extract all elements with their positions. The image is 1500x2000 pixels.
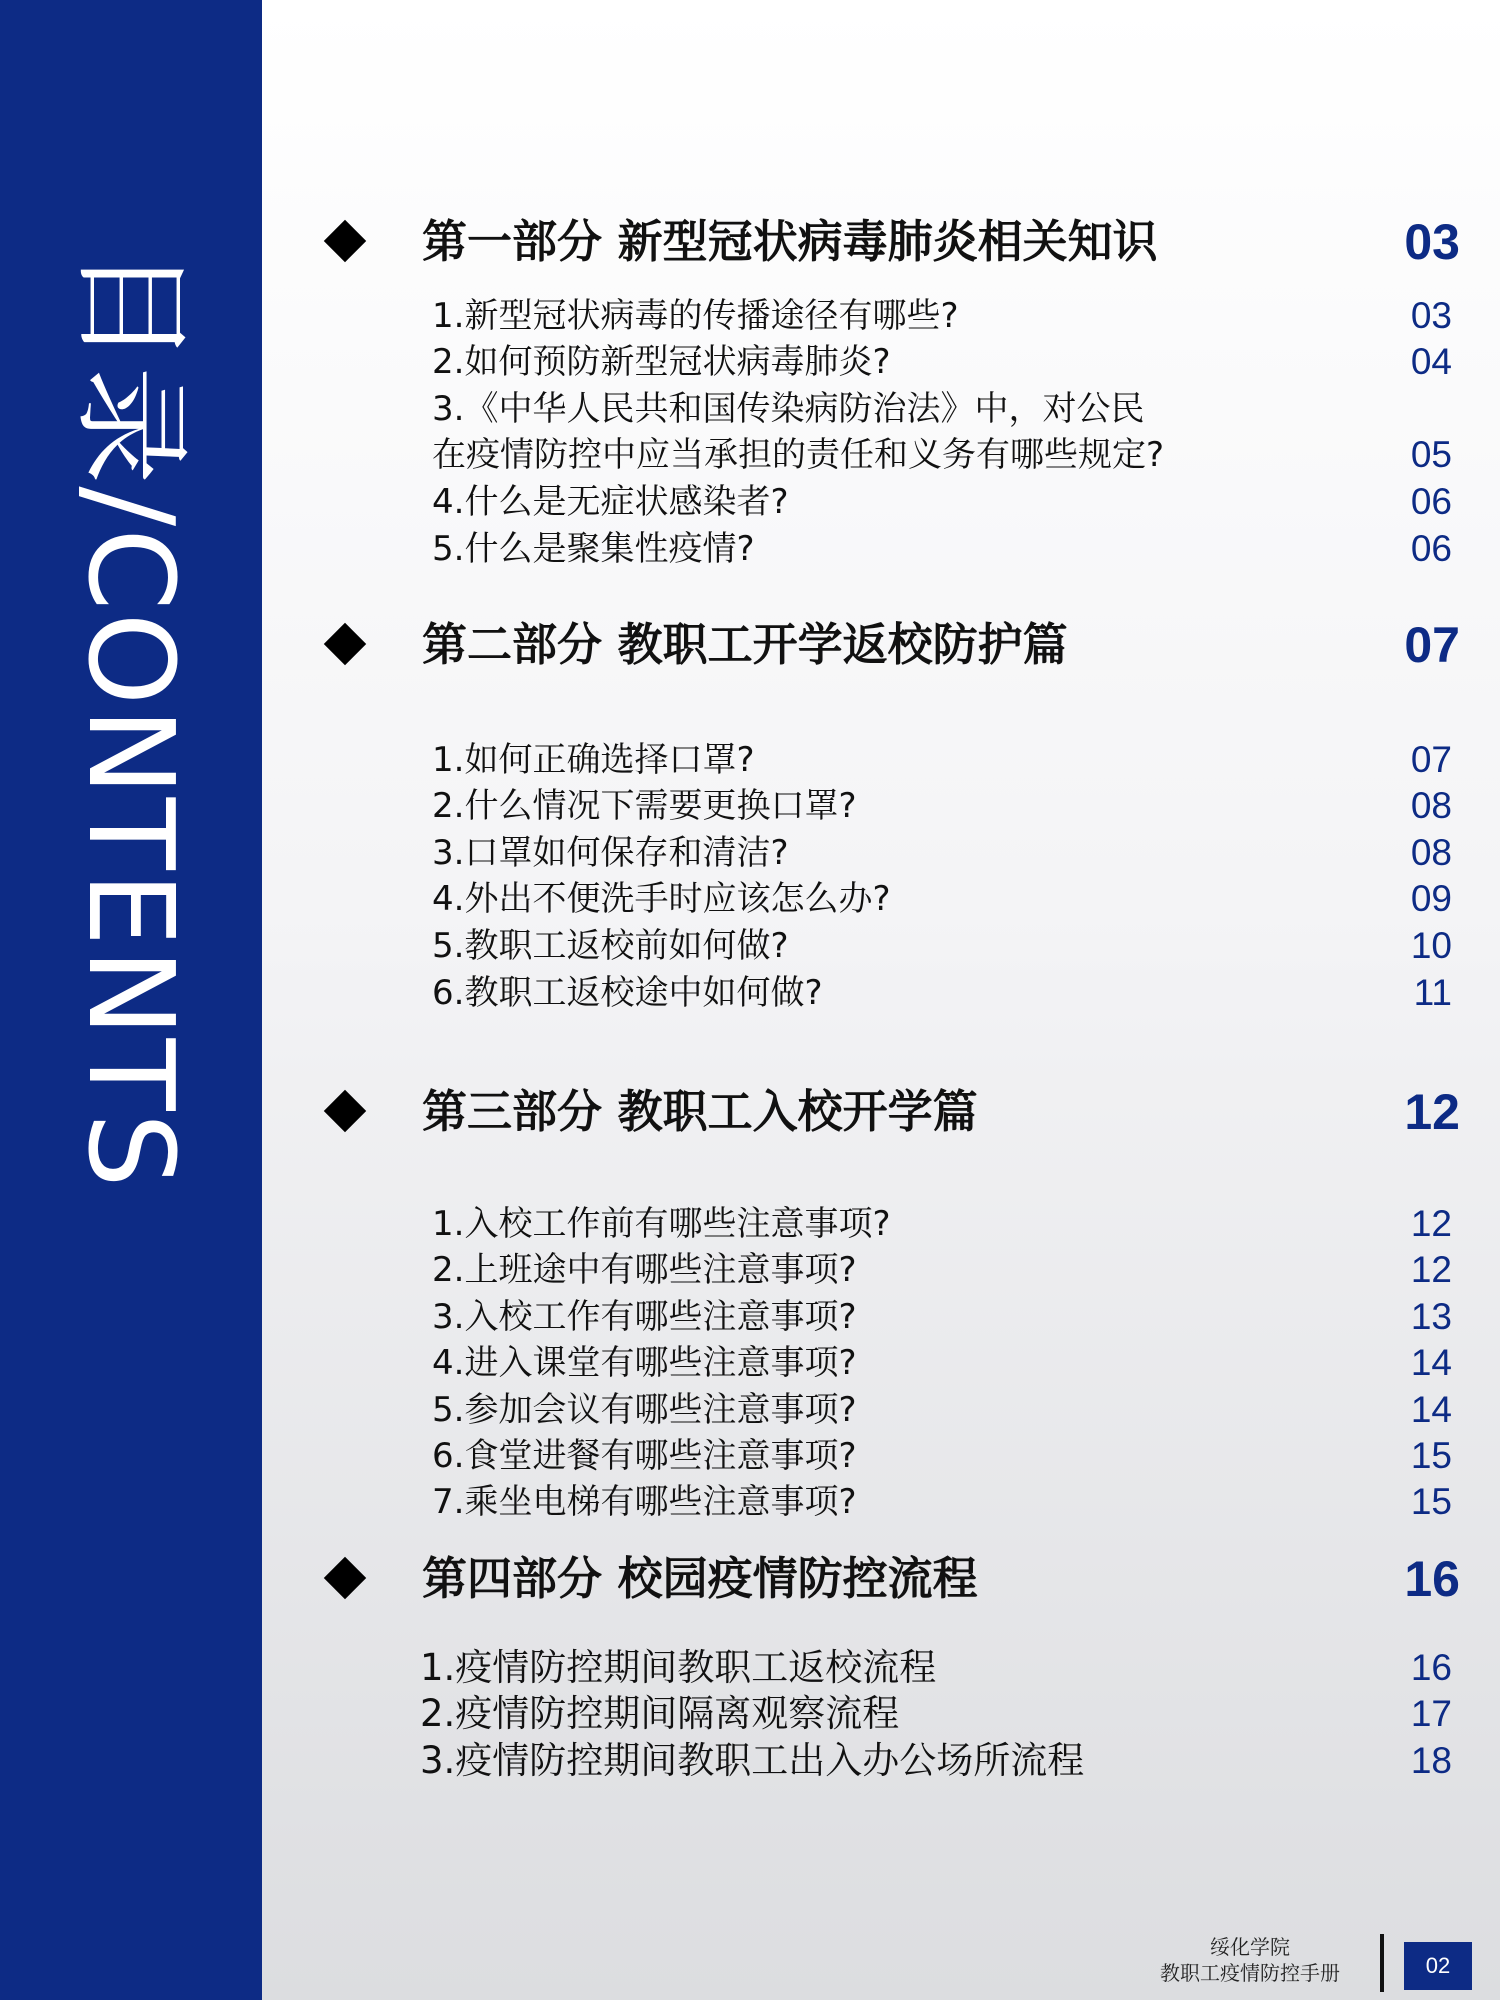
toc-entry-page: 14 [1410, 1389, 1452, 1430]
diamond-bullet-icon [324, 623, 366, 665]
toc-entry[interactable] [432, 1201, 1452, 1247]
toc-entry-title: 2.如何预防新型冠状病毒肺炎? [432, 342, 891, 382]
toc-entry-page: 15 [1410, 1481, 1452, 1522]
toc-entry[interactable] [432, 1387, 1452, 1433]
toc-entry-title: 6.食堂进餐有哪些注意事项? [432, 1436, 857, 1476]
toc-entry-title: 1.如何正确选择口罩? [432, 740, 755, 780]
toc-entry[interactable] [432, 830, 1452, 876]
toc-entry[interactable] [420, 1738, 1452, 1784]
toc-entry-title: 4.外出不便洗手时应该怎么办? [432, 879, 891, 919]
toc-entry-title: 1.入校工作前有哪些注意事项? [432, 1204, 891, 1244]
toc-entry[interactable] [432, 737, 1452, 783]
toc-entry-title: 2.疫情防控期间隔离观察流程 [420, 1692, 900, 1735]
toc-entry-page: 08 [1410, 832, 1452, 873]
side-title: 目录/CONTENTS [62, 246, 200, 1190]
toc-entry-page: 08 [1410, 785, 1452, 826]
page-number-badge: 02 [1404, 1942, 1472, 1990]
toc-entry-page: 04 [1410, 341, 1452, 382]
toc-entry-page: 09 [1410, 878, 1452, 919]
toc-entry[interactable] [432, 783, 1452, 829]
toc-entry-title: 7.乘坐电梯有哪些注意事项? [432, 1482, 857, 1522]
toc-entry[interactable] [432, 1294, 1452, 1340]
diamond-bullet-icon [324, 1090, 366, 1132]
toc-entry-page: 18 [1410, 1740, 1452, 1781]
section-title: 第一部分 新型冠状病毒肺炎相关知识 [422, 215, 1158, 268]
toc-entry-page: 12 [1410, 1249, 1452, 1290]
footer-school: 绥化学院 [1210, 1935, 1290, 1959]
toc-entry[interactable] [432, 1479, 1452, 1525]
toc-entry-title: 4.进入课堂有哪些注意事项? [432, 1343, 857, 1383]
toc-entry[interactable] [432, 526, 1452, 572]
toc-entry-page: 06 [1410, 528, 1452, 569]
diamond-bullet-icon [324, 1557, 366, 1599]
toc-entry-title: 4.什么是无症状感染者? [432, 482, 789, 522]
toc-entry[interactable] [432, 970, 1452, 1016]
toc-entry-page: 05 [1410, 434, 1452, 475]
toc-entry[interactable] [432, 293, 1452, 339]
toc-entry[interactable] [432, 1340, 1452, 1386]
footer-text [1120, 1934, 1380, 1986]
toc-entry[interactable] [432, 876, 1452, 922]
section-heading-2[interactable] [330, 615, 1460, 681]
section-page-number: 12 [1404, 1084, 1460, 1140]
toc-entry-page: 12 [1410, 1203, 1452, 1244]
toc-entry[interactable] [432, 479, 1452, 525]
toc-entry-title: 5.参加会议有哪些注意事项? [432, 1390, 857, 1430]
toc-entry-title: 1.疫情防控期间教职工返校流程 [420, 1646, 937, 1689]
toc-entry[interactable] [432, 339, 1452, 385]
toc-entry[interactable] [432, 923, 1452, 969]
section-heading-4[interactable] [330, 1549, 1460, 1615]
toc-entry-title: 2.上班途中有哪些注意事项? [432, 1250, 857, 1290]
section-title: 第二部分 教职工开学返校防护篇 [422, 618, 1068, 671]
toc-entry-title: 5.教职工返校前如何做? [432, 926, 789, 966]
toc-entry[interactable] [420, 1691, 1452, 1737]
diamond-bullet-icon [324, 220, 366, 262]
section-title: 第三部分 教职工入校开学篇 [422, 1085, 978, 1138]
toc-entry-title: 5.什么是聚集性疫情? [432, 529, 755, 569]
toc-entry-page: 03 [1410, 295, 1452, 336]
toc-entry-title: 3.《中华人民共和国传染病防治法》中，对公民 [432, 389, 1145, 429]
toc-entry[interactable] [432, 1247, 1452, 1293]
toc-entry-page: 15 [1410, 1435, 1452, 1476]
toc-entry-page: 14 [1410, 1342, 1452, 1383]
toc-entry-page: 16 [1410, 1647, 1452, 1688]
toc-entry-title: 3.疫情防控期间教职工出入办公场所流程 [420, 1739, 1085, 1782]
footer-handbook: 教职工疫情防控手册 [1160, 1961, 1340, 1985]
section-page-number: 03 [1404, 214, 1460, 270]
toc-entry-page: 07 [1410, 739, 1452, 780]
toc-entry-page: 06 [1410, 481, 1452, 522]
toc-entry-title-continued: 在疫情防控中应当承担的责任和义务有哪些规定? [432, 435, 1165, 475]
section-page-number: 16 [1404, 1551, 1460, 1607]
toc-entry-title: 3.入校工作有哪些注意事项? [432, 1297, 857, 1337]
toc-entry-page: 10 [1410, 925, 1452, 966]
toc-entry-title: 3.口罩如何保存和清洁? [432, 833, 789, 873]
toc-entry-page: 13 [1410, 1296, 1452, 1337]
section-heading-1[interactable] [330, 212, 1460, 278]
toc-entry[interactable] [432, 386, 1452, 478]
toc-entry[interactable] [432, 1433, 1452, 1479]
toc-entry[interactable] [420, 1645, 1452, 1691]
toc-entry-page: 11 [1413, 972, 1452, 1013]
toc-entry-title: 6.教职工返校途中如何做? [432, 973, 823, 1013]
footer-divider [1380, 1934, 1384, 1992]
section-page-number: 07 [1404, 617, 1460, 673]
section-title: 第四部分 校园疫情防控流程 [422, 1552, 978, 1605]
toc-entry-page: 17 [1410, 1693, 1452, 1734]
section-heading-3[interactable] [330, 1082, 1460, 1148]
toc-entry-title: 1.新型冠状病毒的传播途径有哪些? [432, 296, 959, 336]
toc-entry-title: 2.什么情况下需要更换口罩? [432, 786, 857, 826]
